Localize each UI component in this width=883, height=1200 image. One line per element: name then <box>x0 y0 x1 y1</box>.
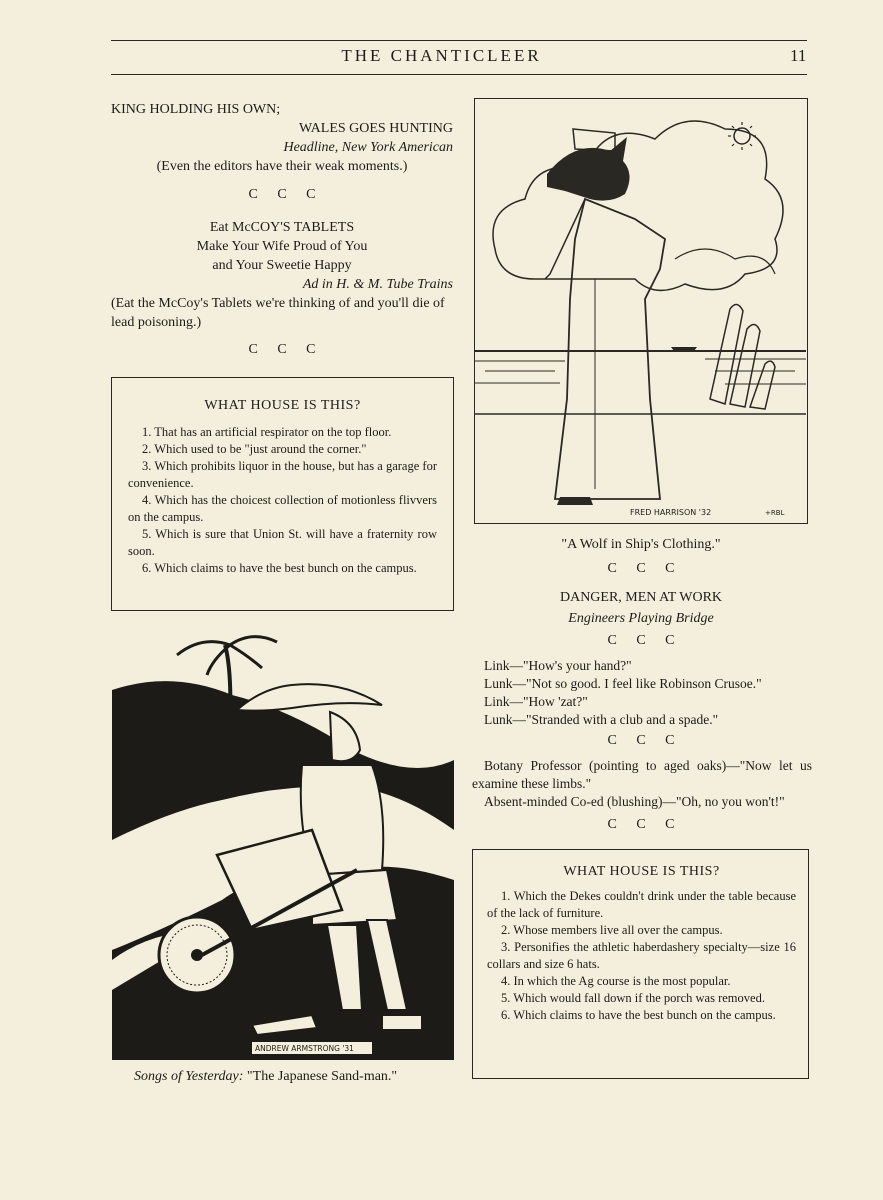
wolf-mark: +RBL <box>765 509 785 517</box>
separator: C C C <box>607 733 675 748</box>
wolf-cartoon <box>474 98 808 524</box>
ad-line3: and Your Sweetie Happy <box>212 258 352 273</box>
sandman-illustration <box>112 630 454 1060</box>
ad-source: Ad in H. & M. Tube Trains <box>302 277 453 292</box>
list-item: 5. Which is sure that Union St. will have a fraternity row soon. <box>128 527 437 558</box>
box2-title: WHAT HOUSE IS THIS? <box>563 864 720 879</box>
list-item: 4. In which the Ag course is the most popular. <box>501 974 731 988</box>
danger-title: DANGER, MEN AT WORK <box>559 590 723 605</box>
dialogue-line: Link—"How 'zat?" <box>484 694 588 709</box>
list-item: 5. Which would fall down if the porch was removed. <box>501 991 765 1005</box>
danger-subtitle: Engineers Playing Bridge <box>568 611 714 626</box>
sandman-caption <box>134 1069 454 1085</box>
sandman-caption-italic: Songs of Yesterday: <box>134 1069 244 1084</box>
separator: C C C <box>607 633 675 648</box>
page-number: 11 <box>790 46 807 65</box>
header-rule-bottom <box>111 74 807 75</box>
list-item: 6. Which claims to have the best bunch on the campus. <box>142 561 417 575</box>
ad-block <box>111 218 453 332</box>
botany-joke <box>472 757 812 811</box>
list-item: 6. Which claims to have the best bunch on the campus. <box>501 1008 776 1022</box>
sandman-cartoon <box>112 630 454 1060</box>
header-rule-top <box>111 40 807 41</box>
sandman-caption-rest: "The Japanese Sand-man." <box>246 1069 398 1084</box>
separator: C C C <box>607 817 675 832</box>
sandman-signature: ANDREW ARMSTRONG '31 <box>255 1044 354 1053</box>
box1-list <box>128 424 437 577</box>
separator: C C C <box>607 561 675 576</box>
list-item: 2. Which used to be "just around the corner." <box>142 442 367 456</box>
headline-block <box>111 100 453 176</box>
ad-line2: Make Your Wife Proud of You <box>196 239 368 254</box>
list-item: 2. Whose members live all over the campus. <box>501 923 723 937</box>
separator: C C C <box>248 187 316 202</box>
box2-list <box>487 888 796 1024</box>
ad-comment: (Eat the McCoy's Tablets we're thinking of and you'll die of lead poisoning.) <box>111 296 445 330</box>
link-lunk-dialogue <box>484 657 804 729</box>
headline-source: Headline, New York American <box>283 140 453 155</box>
headline-line2: WALES GOES HUNTING <box>299 121 453 136</box>
list-item: 4. Which has the choicest collection of motionless flivvers on the campus. <box>128 493 437 524</box>
wolf-caption: "A Wolf in Ship's Clothing." <box>561 537 721 552</box>
box1-title: WHAT HOUSE IS THIS? <box>204 398 361 413</box>
list-item: 3. Which prohibits liquor in the house, but has a garage for convenience. <box>128 459 437 490</box>
dialogue-line: Link—"How's your hand?" <box>484 658 632 673</box>
botany-line1: Botany Professor (pointing to aged oaks)—"Now let us examine these limbs." <box>472 758 812 791</box>
separator: C C C <box>248 342 316 357</box>
headline-comment: (Even the editors have their weak moments.) <box>156 159 408 174</box>
page-title: THE CHANTICLEER <box>341 46 542 65</box>
headline-line1: KING HOLDING HIS OWN; <box>111 102 281 117</box>
list-item: 3. Personifies the athletic haberdashery specialty—size 16 collars and size 6 hats. <box>487 940 796 971</box>
list-item: 1. Which the Dekes couldn't drink under the table because of the lack of furniture. <box>487 889 796 920</box>
what-house-box-2 <box>472 849 809 1079</box>
what-house-box-1 <box>111 377 454 611</box>
dialogue-line: Lunk—"Not so good. I feel like Robinson Crusoe." <box>484 676 762 691</box>
dialogue-line: Lunk—"Stranded with a club and a spade." <box>484 712 719 727</box>
list-item: 1. That has an artificial respirator on the top floor. <box>142 425 392 439</box>
botany-line2: Absent-minded Co-ed (blushing)—"Oh, no you won't!" <box>484 794 785 809</box>
wolf-signature: FRED HARRISON '32 <box>630 508 712 517</box>
wolf-illustration <box>475 99 806 522</box>
ad-line1: Eat McCOY'S TABLETS <box>209 220 355 235</box>
